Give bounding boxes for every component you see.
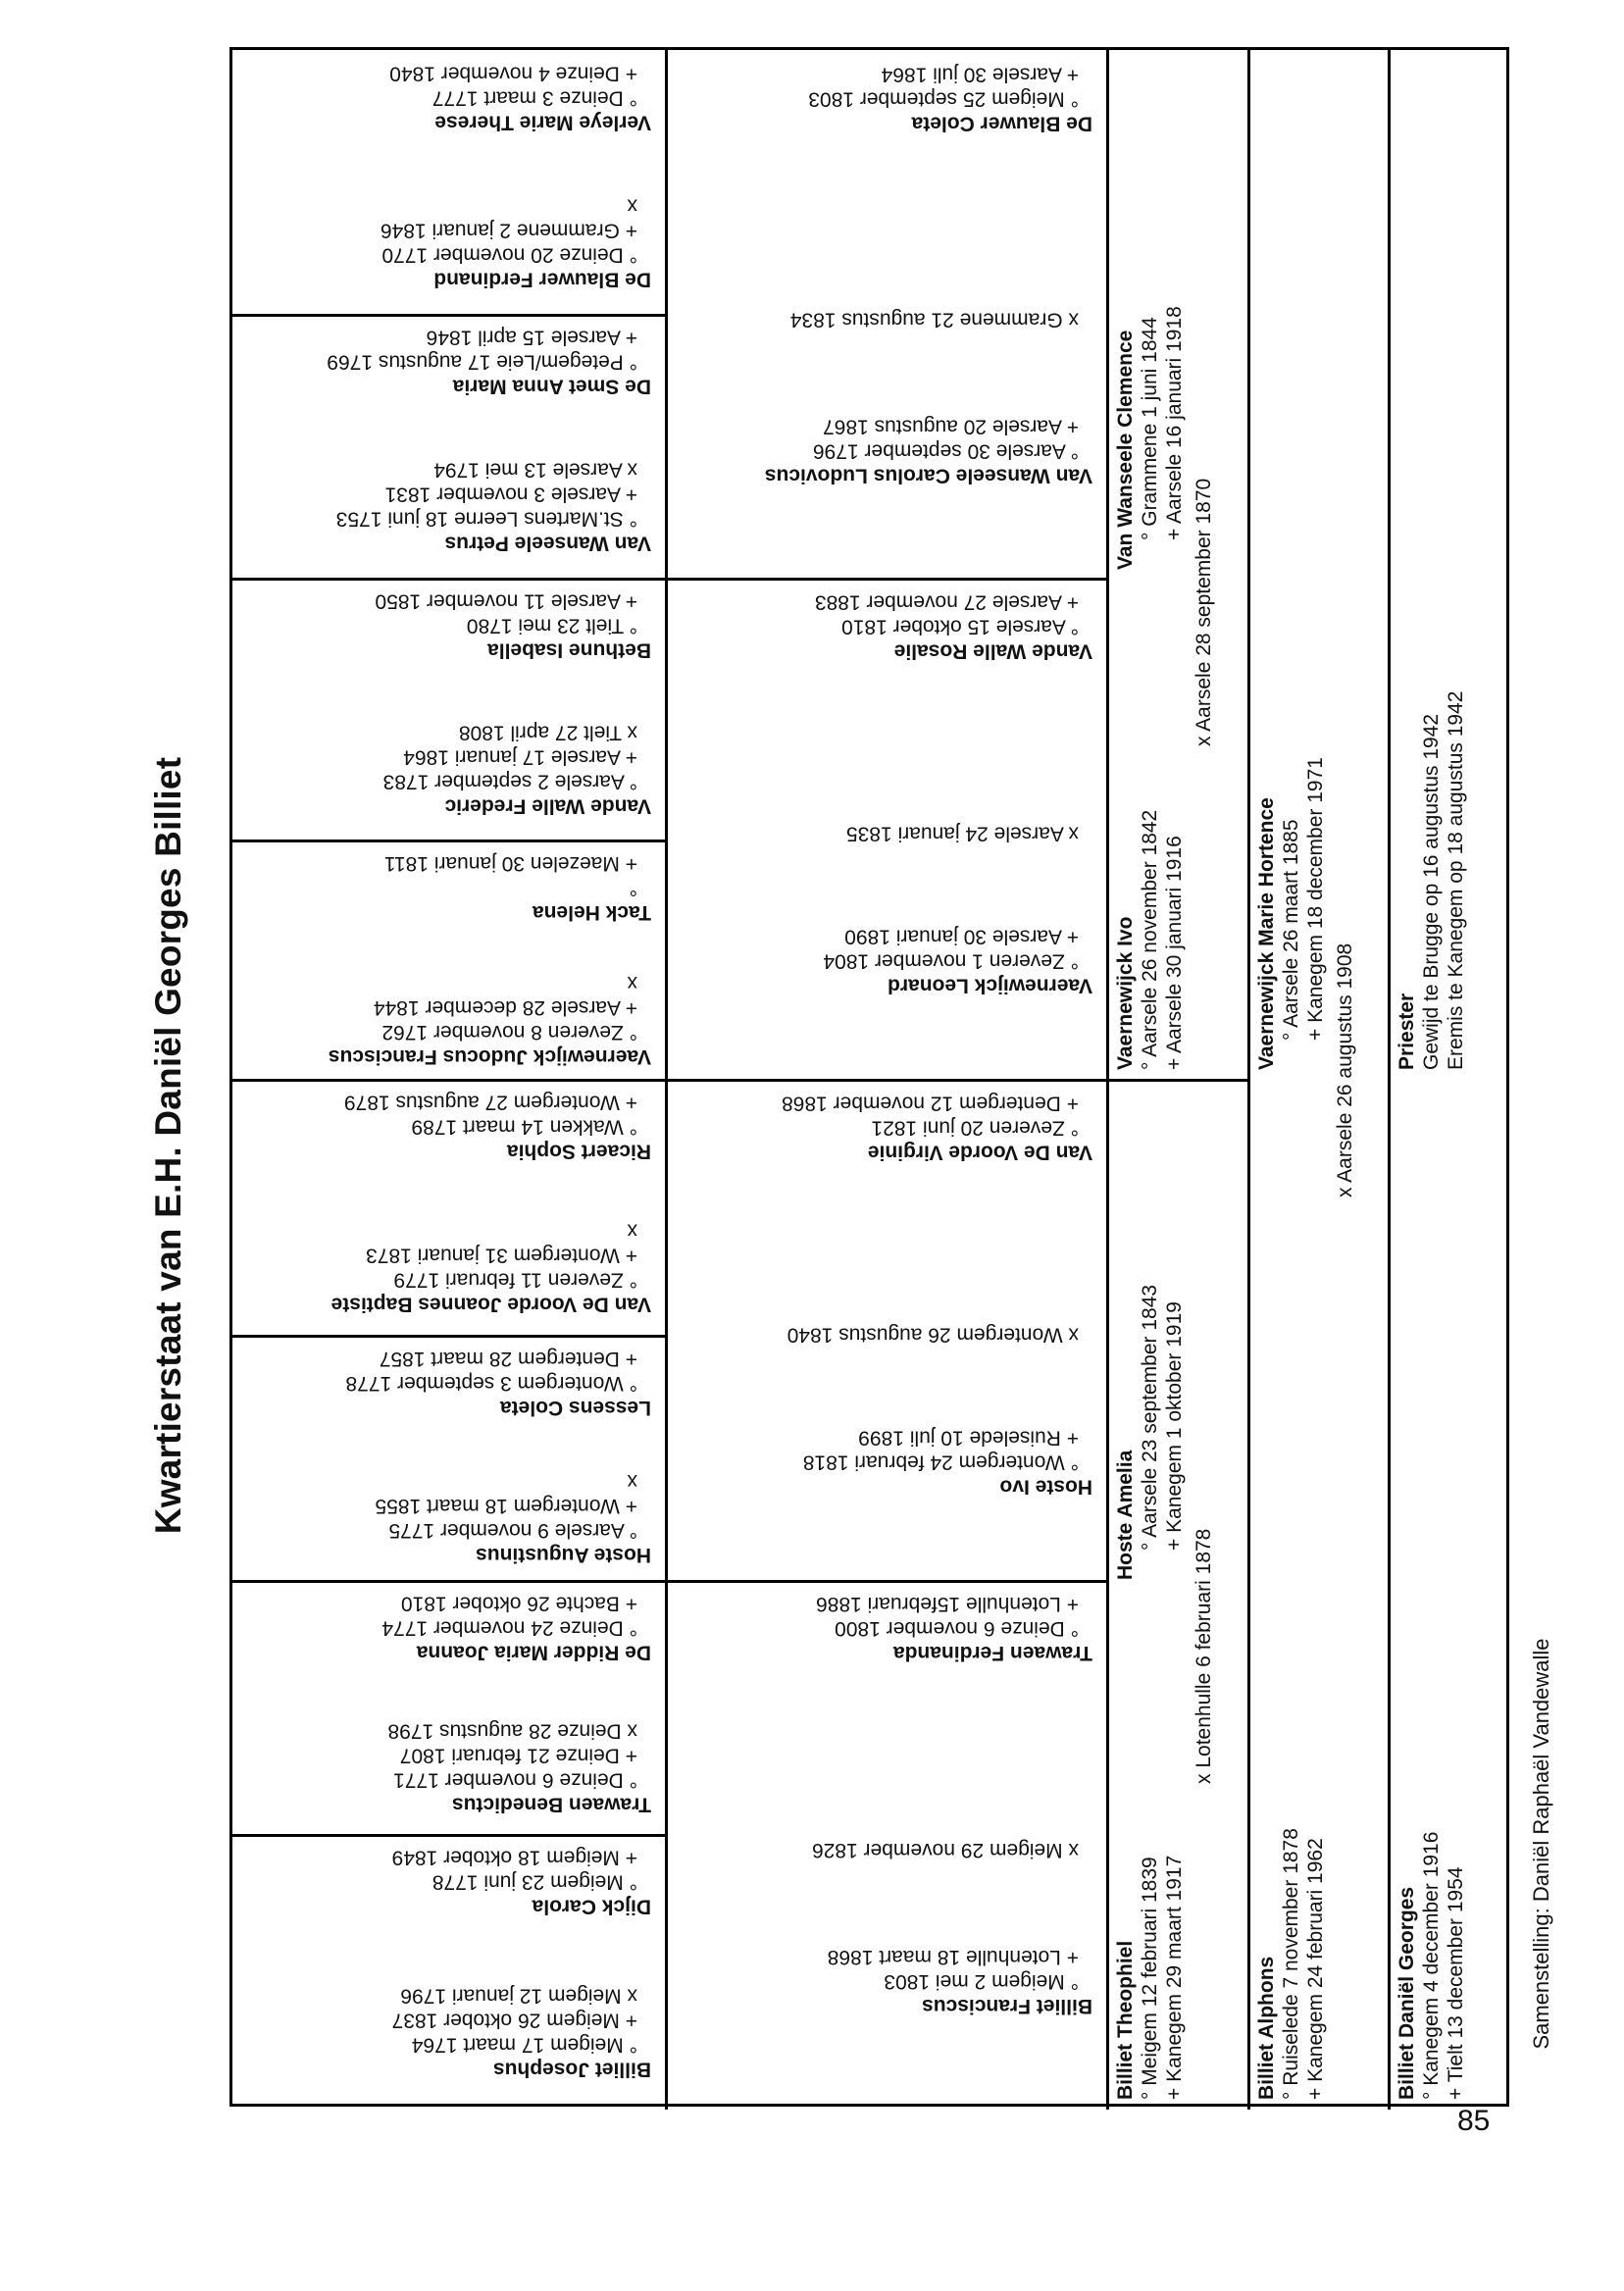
ancestor-name: Billiet Franciscus xyxy=(922,1995,1092,2017)
ancestor-detail: ° Wakken 14 maart 1789 xyxy=(411,1116,637,1139)
ancestor-detail: + Aarsele 27 november 1883 xyxy=(814,590,1079,613)
ancestor-detail: + Lotenhulle 15februari 1886 xyxy=(816,1593,1079,1615)
ancestor-cell xyxy=(232,1207,665,1336)
ancestor-detail: + Kanegem 1 oktober 1919 xyxy=(1163,1301,1186,1551)
ancestor-text xyxy=(668,50,1106,226)
ancestor-name: De Blauwer Ferdinand xyxy=(433,268,651,291)
ancestor-detail: + Kanegem 18 december 1971 xyxy=(1304,757,1327,1041)
ancestor-text xyxy=(232,1207,665,1336)
ancestor-cell xyxy=(232,959,665,1079)
ancestor-name: Billiet Daniël Georges xyxy=(1396,1886,1418,2100)
ancestor-detail: + Lotenhulle 18 maart 1868 xyxy=(827,1946,1079,1968)
ancestor-name: Vaernewijck Leonard xyxy=(888,973,1092,996)
ancestor-cell xyxy=(668,226,1106,401)
ancestor-cell xyxy=(668,1933,1106,2110)
ancestor-name: Lessens Coleta xyxy=(499,1397,651,1419)
ancestor-text xyxy=(232,709,665,840)
ancestor-name: Van Wanseele Petrus xyxy=(444,532,651,555)
ancestor-detail: ° Wontergem 24 februari 1818 xyxy=(802,1450,1079,1473)
ancestor-detail: ° Deinze 20 november 1770 xyxy=(381,243,637,267)
ancestor-name: Vaernewijck Judocus Franciscus xyxy=(328,1045,651,1068)
ancestor-name: Hoste Amelia xyxy=(1114,1450,1137,1580)
ancestor-cell xyxy=(232,1834,665,1972)
ancestor-detail: ° Aarsele 9 november 1775 xyxy=(388,1519,637,1542)
ancestor-cell xyxy=(1254,757,1328,1070)
ancestor-cell xyxy=(232,1335,665,1457)
ancestor-detail: ° Ruiselede 7 november 1878 xyxy=(1280,1828,1302,2100)
priest-title: Priester xyxy=(1396,993,1418,1070)
ancestor-detail: + Maezelen 30 januari 1811 xyxy=(383,852,637,875)
ancestor-cell xyxy=(232,709,665,840)
grid-line xyxy=(1388,50,1391,2110)
ancestor-text xyxy=(668,402,1106,578)
ancestor-detail: ° Aarsele 15 oktober 1810 xyxy=(841,615,1079,637)
ancestor-detail: + Kanegem 29 maart 1917 xyxy=(1163,1855,1186,2100)
ancestor-detail: + Aarsele 11 november 1850 xyxy=(375,590,637,613)
ancestor-cell xyxy=(668,402,1106,578)
ancestor-detail: x xyxy=(627,1219,637,1243)
ancestor-detail: + Aarsele 30 januari 1916 xyxy=(1163,836,1186,1070)
ancestor-detail: ° Zeveren 11 februari 1779 xyxy=(393,1268,637,1292)
ancestor-cell xyxy=(1113,306,1187,570)
ancestor-detail: + Aarsele 3 november 1831 xyxy=(384,483,637,506)
ancestor-cell xyxy=(232,1079,665,1207)
ancestor-name: Trawaen Ferdinanda xyxy=(892,1642,1092,1664)
ancestor-detail: + Bachte 26 oktober 1810 xyxy=(400,1593,637,1615)
ancestor-detail: ° Aarsele 23 september 1843 xyxy=(1139,1284,1161,1551)
marriage-line: x Aarsele 26 augustus 1908 xyxy=(1334,942,1356,1197)
ancestor-text xyxy=(232,1457,665,1580)
ancestor-detail: x Aarsele 13 mei 1794 xyxy=(433,458,637,482)
ancestor-name: Vaernewijck Ivo xyxy=(1114,916,1137,1070)
ancestor-detail: + Wontergem 18 maart 1855 xyxy=(375,1495,637,1517)
ancestor-detail: + Aarsele 16 januari 1918 xyxy=(1163,306,1186,540)
priest-note xyxy=(1395,691,1468,1070)
ancestor-name: Van De Voorde Joannes Baptiste xyxy=(330,1293,651,1316)
ancestor-name: Vande Walle Frederic xyxy=(444,794,651,818)
footer-credit: Samenstelling: Daniël Raphaël Vandewalle xyxy=(1529,1638,1553,2050)
marriage-line: x Aarsele 24 januari 1835 xyxy=(846,823,1079,845)
ancestor-cell xyxy=(1113,1285,1187,1580)
ancestor-detail: x Tielt 27 april 1808 xyxy=(458,721,637,744)
ancestor-cell xyxy=(1113,810,1187,1070)
ancestor-name: Van De Voorde Virginie xyxy=(867,1141,1092,1163)
ancestor-detail: x Deinze 28 augustus 1798 xyxy=(387,1719,637,1743)
ancestor-cell xyxy=(668,1413,1106,1580)
ancestor-detail: ° Meigem 25 september 1803 xyxy=(808,87,1079,110)
marriage-line: x Meigem 29 november 1826 xyxy=(812,1839,1079,1862)
ancestor-name: Hoste Augustinus xyxy=(476,1544,651,1566)
ancestor-name: Van Wanseele Clemence xyxy=(1114,330,1137,570)
ancestor-cell xyxy=(668,1079,1106,1246)
ancestor-name: Verleye Marie Therese xyxy=(434,112,651,134)
page-title: Kwartierstaat van E.H. Daniël Georges Billiet xyxy=(148,756,188,1535)
ancestor-name: Billiet Theophiel xyxy=(1114,1940,1137,2100)
ancestor-cell xyxy=(232,1580,665,1707)
ancestor-text xyxy=(232,1335,665,1457)
ancestor-detail: + Aarsele 30 januari 1890 xyxy=(844,924,1079,947)
ancestor-detail: ° Deinze 3 maart 1777 xyxy=(431,87,637,110)
ancestor-detail: ° Aarsele 26 november 1842 xyxy=(1139,809,1161,1070)
ancestor-text xyxy=(668,744,1106,911)
ancestor-detail: + Aarsele 15 april 1846 xyxy=(426,327,637,349)
ancestor-cell xyxy=(668,744,1106,911)
ancestor-text xyxy=(668,1756,1106,1933)
ancestor-text xyxy=(232,840,665,959)
ancestor-detail: ° Deinze 24 november 1774 xyxy=(381,1617,637,1640)
ancestor-cell xyxy=(232,1972,665,2111)
ancestor-detail: ° St.Martens Leerne 18 juni 1753 xyxy=(335,507,637,531)
grid-line xyxy=(1109,1079,1247,1082)
ancestor-detail: ° Aarsele 2 september 1783 xyxy=(382,770,637,793)
ancestor-detail: ° Aarsele 26 maart 1885 xyxy=(1280,819,1302,1041)
ancestor-name: De Ridder Maria Joanna xyxy=(416,1642,651,1664)
ancestor-text xyxy=(232,959,665,1079)
ancestor-cell xyxy=(1113,1856,1187,2100)
ancestor-text xyxy=(668,1933,1106,2110)
ancestor-detail: + Aarsele 30 juli 1864 xyxy=(881,63,1079,85)
ancestor-cell xyxy=(232,1707,665,1835)
ancestor-detail: x xyxy=(627,194,637,218)
ancestor-detail: + Kanegem 24 februari 1962 xyxy=(1304,1838,1327,2100)
ancestor-detail: + Dentergem 12 november 1868 xyxy=(782,1092,1079,1114)
ancestor-text xyxy=(232,314,665,446)
ancestor-name: Bethune Isabella xyxy=(487,639,651,662)
ancestor-text xyxy=(232,1707,665,1835)
ancestor-text xyxy=(668,912,1106,1079)
ancestor-cell xyxy=(668,1580,1106,1756)
ancestor-detail: x xyxy=(627,1470,637,1493)
ancestor-detail: + Tielt 13 december 1954 xyxy=(1445,1866,1467,2100)
ancestor-detail: ° Zeveren 8 november 1762 xyxy=(381,1021,637,1044)
ancestor-detail: + Dentergem 28 maart 1857 xyxy=(379,1348,637,1370)
ancestor-name: Van Wanseele Carolus Ludovicus xyxy=(764,463,1092,486)
ancestor-text xyxy=(668,1246,1106,1412)
ancestor-name: De Smet Anna Maria xyxy=(452,376,651,398)
ancestor-name: Ricaert Sophia xyxy=(506,1141,651,1163)
ancestor-detail: + Aarsele 28 december 1844 xyxy=(373,996,637,1019)
marriage-line: x Wontergem 26 augustus 1840 xyxy=(787,1324,1079,1347)
ancestor-name: Vande Walle Rosalie xyxy=(893,639,1092,662)
ancestor-detail: + Meigem 18 oktober 1849 xyxy=(391,1847,637,1869)
priest-detail: Gewijd te Brugge op 16 augustus 1942 xyxy=(1420,713,1443,1070)
ancestor-detail: ° Zeveren 20 juni 1821 xyxy=(871,1116,1079,1139)
ancestor-detail: + Meigem 26 oktober 1837 xyxy=(391,2009,637,2032)
ancestor-cell xyxy=(232,314,665,446)
ancestor-name: Vaernewijck Marie Hortence xyxy=(1255,797,1278,1070)
ancestor-cell xyxy=(232,182,665,315)
ancestor-text xyxy=(232,1079,665,1207)
ancestor-cell xyxy=(232,446,665,579)
marriage-line: x Lotenhulle 6 februari 1878 xyxy=(1193,1528,1215,1784)
priest-detail: Eremis te Kanegem op 18 augustus 1942 xyxy=(1445,690,1467,1070)
ancestor-detail: + Aarsele 17 januari 1864 xyxy=(403,745,637,769)
ancestor-detail: + Grammene 2 januari 1846 xyxy=(380,219,637,242)
ancestor-detail: x Meigem 12 januari 1796 xyxy=(400,1984,637,2008)
ancestor-detail: + Aarsele 20 augustus 1867 xyxy=(823,414,1079,437)
ancestor-cell xyxy=(668,912,1106,1079)
ancestor-cell xyxy=(232,840,665,959)
ancestor-text xyxy=(232,1834,665,1972)
ancestor-detail: ° Grammene 1 juni 1844 xyxy=(1139,317,1161,540)
ancestor-detail: + Deinze 21 februari 1807 xyxy=(399,1744,637,1767)
ancestor-name: Billiet Josephus xyxy=(492,2058,651,2081)
grid-line xyxy=(1247,50,1250,2110)
ancestor-detail: ° Kanegem 4 december 1916 xyxy=(1420,1831,1443,2100)
ancestor-text xyxy=(232,1972,665,2111)
ancestor-cell xyxy=(668,578,1106,744)
ancestor-cell xyxy=(232,50,665,182)
ancestor-text xyxy=(668,1413,1106,1580)
pedigree-chart xyxy=(229,47,1509,2107)
ancestor-text xyxy=(232,446,665,579)
ancestor-detail: + Wontergem 31 januari 1873 xyxy=(366,1244,637,1267)
ancestor-cell xyxy=(668,1756,1106,1933)
ancestor-detail: ° Meigem 12 februari 1839 xyxy=(1139,1857,1161,2100)
ancestor-cell xyxy=(668,50,1106,226)
marriage-line: x Grammene 21 augustus 1834 xyxy=(789,308,1079,331)
ancestor-detail: ° Zeveren 1 november 1804 xyxy=(823,948,1079,972)
ancestor-text xyxy=(668,578,1106,744)
ancestor-detail: x xyxy=(627,972,637,994)
ancestor-detail: ° Aarsele 30 september 1796 xyxy=(812,438,1079,462)
ancestor-cell xyxy=(232,578,665,709)
ancestor-text xyxy=(232,578,665,709)
ancestor-detail: ° Wontergem 3 september 1778 xyxy=(345,1372,637,1395)
ancestor-detail: + Deinze 4 november 1840 xyxy=(389,63,637,85)
ancestor-detail: + Ruiselede 10 juli 1899 xyxy=(858,1425,1079,1449)
ancestor-detail: ° Tielt 23 mei 1780 xyxy=(466,615,637,637)
ancestor-detail: ° xyxy=(629,877,637,899)
ancestor-name: De Blauwer Coleta xyxy=(911,112,1092,134)
ancestor-detail: ° Petegem/Leie 17 augustus 1769 xyxy=(327,351,637,374)
ancestor-name: Tack Helena xyxy=(532,901,651,924)
page-number: 85 xyxy=(1457,2105,1491,2137)
ancestor-detail: + Wontergem 27 augustus 1879 xyxy=(343,1092,637,1114)
ancestor-text xyxy=(232,182,665,315)
ancestor-name: Dijck Carola xyxy=(532,1896,651,1918)
ancestor-detail: ° Meigem 2 mei 1803 xyxy=(884,1970,1079,1993)
ancestor-cell xyxy=(668,1246,1106,1412)
ancestor-cell xyxy=(232,1457,665,1580)
ancestor-text xyxy=(232,1580,665,1707)
ancestor-name: Billiet Alphons xyxy=(1255,1956,1278,2100)
ancestor-name: Trawaen Benedictus xyxy=(451,1793,651,1816)
marriage-line: x Aarsele 28 september 1870 xyxy=(1193,478,1215,746)
ancestor-text xyxy=(668,226,1106,401)
ancestor-detail: ° Meigem 17 maart 1764 xyxy=(411,2033,637,2057)
ancestor-text xyxy=(232,50,665,182)
ancestor-detail: ° Meigem 23 juni 1778 xyxy=(431,1871,637,1894)
ancestor-cell xyxy=(1395,1832,1468,2100)
ancestor-text xyxy=(668,1079,1106,1246)
ancestor-detail: ° Deinze 6 november 1800 xyxy=(835,1617,1079,1640)
ancestor-cell xyxy=(1254,1828,1328,2100)
ancestor-text xyxy=(668,1580,1106,1756)
ancestor-detail: ° Deinze 6 november 1771 xyxy=(393,1768,637,1792)
ancestor-name: Hoste Ivo xyxy=(999,1474,1092,1498)
